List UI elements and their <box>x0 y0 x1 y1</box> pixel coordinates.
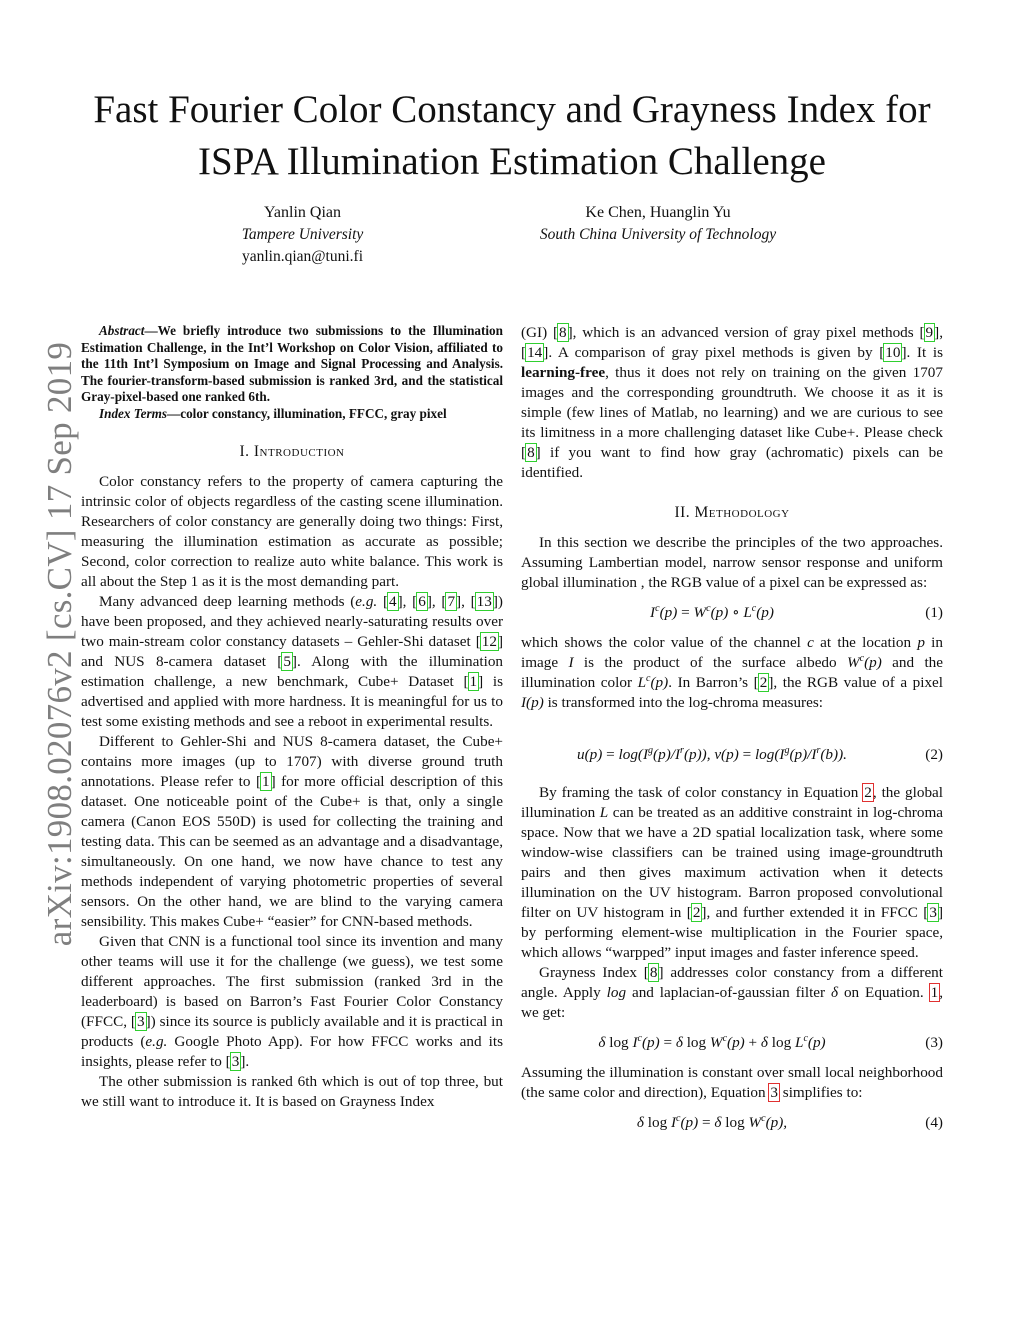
text-run: Many advanced deep learning methods ( <box>99 593 356 610</box>
section-heading-methodology: II. Methodology <box>674 504 790 521</box>
text-run: in image <box>521 634 943 671</box>
text-run: . <box>245 1053 250 1070</box>
text-run: on Equation. <box>838 984 930 1001</box>
text-run: . Along with the illumination estimation challenge, a new benchmark, Cube+ Dataset <box>81 653 504 690</box>
equation-body: $I^c(p) = W^c(p)$ ∘ $L^c(p)$ <box>650 602 774 621</box>
equation-number: (4) <box>925 1114 943 1131</box>
paper-title: Fast Fourier Color Constancy and Grayness Index for ISPA Illumination Estimation Challenge <box>93 88 931 183</box>
citation-link[interactable]: 4 <box>389 593 397 610</box>
citation-link[interactable]: 8 <box>559 324 567 341</box>
author-block-1 <box>200 202 405 268</box>
author-name: Yanlin Qian <box>263 204 342 221</box>
citation-link[interactable]: 14 <box>527 344 543 361</box>
text-run: by performing element-wise multiplication in the Fourier space, which allows “warpped” input images and faster inference speed. <box>521 924 943 961</box>
author-affiliation: Tampere University <box>241 226 364 243</box>
author-block-2 <box>500 202 816 246</box>
citation-link[interactable]: 2 <box>759 674 768 691</box>
text-run: Grayness Index <box>539 964 644 981</box>
equation-number: (1) <box>925 604 943 621</box>
body-paragraph <box>521 1063 943 1103</box>
citation-link[interactable]: 1 <box>262 773 270 790</box>
text-run: and NUS 8-camera dataset <box>81 653 278 670</box>
abstract-lead: Abstract <box>99 323 145 338</box>
text-run: ) since its source is publicly available and it is practical in products ( <box>81 1013 503 1050</box>
text-run: is advertised and applied with more hardness. It is meaningful for us to test some existing methods and see a reboot in experimental results. <box>81 673 503 730</box>
text-run: , we get: <box>521 984 943 1021</box>
text-run: can be treated as an additive constraint in log-chroma space. Now that we have a 2D spatial localization task, where some window-wise classifiers can be trained using image-groundtruth pairs and then gives maximum activation when it detects illumination on the UV histogram. Barron proposed convolutional filter on UV histogram in <box>521 804 944 921</box>
equation-link[interactable]: 1 <box>930 984 939 1001</box>
index-terms-lead: Index Terms <box>99 405 168 421</box>
citation-link[interactable]: 3 <box>136 1013 145 1030</box>
intro-paragraph: Color constancy refers to the property of camera capturing the intrinsic color of objects regardless of the casting scene illumination. Researchers of color constancy are generally doing two things: First, measuring the illumination estimation as accurate as possible; Second, color correction to realize auto white balance. This work is all about the Step 1 as it is the most demanding part. <box>81 473 503 590</box>
citation-link[interactable]: 13 <box>476 593 492 610</box>
left-column <box>81 323 503 1112</box>
intro-paragraph: Many advanced deep learning methods (e.g. [4], [6], [7], [13]) have been proposed, and they achieved nearly-saturating results over two main-stream color constancy datasets – Gehler-Shi dataset [12] and NUS 8-camera dataset [5]. Along with the illumination estimation challenge, a new benchmark, Cube+ Dataset [1] is advertised and applied with more hardness. It is meaningful for us to test some existing methods and see a reboot in experimental results. <box>81 593 504 730</box>
text-run: , which is an advanced version of gray pixel methods <box>572 324 920 341</box>
text-run: Assuming the illumination is constant over small local neighborhood (the same color and direction), Equation <box>521 1064 943 1101</box>
citation-link[interactable]: 7 <box>447 593 456 610</box>
author-affiliation: South China University of Technology <box>539 226 777 243</box>
text-run: learning-free <box>521 364 606 381</box>
text-run: . It is <box>906 344 943 361</box>
author-name: Ke Chen, Huanglin Yu <box>585 204 731 221</box>
index-terms-text: —color constancy, illumination, FFCC, gray pixel <box>167 405 447 421</box>
citation-link[interactable]: 3 <box>231 1053 240 1070</box>
citation-link[interactable]: 8 <box>649 964 658 981</box>
equation-number: (2) <box>925 746 943 763</box>
equation-1 <box>521 593 943 633</box>
equation-number: (3) <box>925 1034 943 1051</box>
equation-3 <box>521 1023 943 1063</box>
equation-link[interactable]: 2 <box>864 784 872 801</box>
text-run: simplifies to: <box>779 1084 863 1101</box>
text-run: if you want to find how gray (achromatic) pixels can be identified. <box>521 444 943 481</box>
text-run: . A comparison of gray pixel methods is given by <box>548 344 880 361</box>
text-run: log <box>606 984 627 1001</box>
text-run: (GI) <box>521 324 553 341</box>
index-terms <box>81 406 503 423</box>
text-run: is the product of the surface albedo <box>573 654 847 671</box>
text-run: addresses color constancy from a different angle. Apply <box>521 964 943 1001</box>
text-run: Given that CNN is a functional tool since its invention and many other teams will use it for the challenge (we guess), we test some different approaches. The first submission (ranked 3rd in the leaderboard) is based on Barron’s Fast Fourier Color Constancy (FFCC, <box>81 933 503 1030</box>
citation-link[interactable]: 2 <box>692 904 701 921</box>
equation-body: $u(p) = \log(I^g(p)/I^r(p))$, $v(p) = \log(I^g(p)/I^r(b))$. <box>577 744 847 763</box>
body-paragraph: In this section we describe the principles of the two approaches. Assuming Lambertian model, narrow sensor response and uniform global illumination , the RGB value of a pixel can be expressed as: <box>521 534 943 591</box>
text-run: which shows the color value of the channel <box>521 634 808 651</box>
text-run: , the RGB value of a pixel <box>773 674 944 691</box>
text-run: , and further extended it in FFCC <box>706 904 924 921</box>
text-run: and laplacian-of-gaussian filter <box>626 984 831 1001</box>
citation-link[interactable]: 1 <box>469 673 478 690</box>
equation-4 <box>521 1103 943 1143</box>
text-run: By framing the task of color constancy in Equation <box>539 784 864 801</box>
text-run: . In Barron’s <box>668 674 754 691</box>
abstract-text: —We briefly introduce two submissions to the Illumination Estimation Challenge, in the Int’l Workshop on Color Vision, affiliated to the 11th Int’l Symposium on Image and Signal Processing and Analysis. The fourier-transform-based submission is ranked 3rd, and the statistical Gray-pixel-based one ranked 6th. <box>81 323 503 404</box>
equation-link[interactable]: 3 <box>770 1084 778 1101</box>
citation-link[interactable]: 12 <box>481 633 497 650</box>
text-run: is transformed into the log-chroma measures: <box>543 694 823 711</box>
intro-paragraph: Given that CNN is a functional tool since its invention and many other teams will use it for the challenge (we guess), we test some different approaches. The first submission (ranked 3rd in the leaderboard) is based on Barron’s Fast Fourier Color Constancy (FFCC, [3]) since its source is publicly available and it is practical in products (e.g. Google Photo App). For how FFCC works and its insights, please refer to [3]. <box>81 933 503 1070</box>
citation-link[interactable]: 10 <box>885 344 901 361</box>
equation-body: δ $\log I^c(p) = \delta$ $\log W^c(p) + \delta$ $\log L^c(p)$ <box>598 1032 826 1051</box>
text-run: , thus it does not rely on training on the given 1707 images and the corresponding groundtruth. We choose it as it is simple (few lines of Matlab, no learning) and we are curious to see its limitness in a more challenging dataset like Cube+. Please check <box>521 364 943 441</box>
abstract <box>81 323 503 406</box>
body-paragraph: which shows the color value of the channel c at the location p in image I is the product of the surface albedo $W^c(p)$ and the illumination color $L^c(p)$. In Barron’s [2], the RGB value of a pixel I(p) is transformed into the log-chroma measures: <box>521 634 944 711</box>
body-paragraph: (GI) [8], which is an advanced version of gray pixel methods [9], [14]. A comparison of gray pixel methods is given by [10]. It is learning-free, thus it does not rely on training on the given 1707 images and the corresponding groundtruth. We choose it as it is simple (few lines of Matlab, no learning) and we are curious to see its limitness in a more challenging dataset like Cube+. Please check [8] if you want to find how gray (achromatic) pixels can be identified. <box>521 324 943 481</box>
body-paragraph: By framing the task of color constancy in Equation 2, the global illumination L can be treated as an additive constraint in log-chroma space. Now that we have a 2D spatial localization task, where some window-wise classifiers can be trained using image-groundtruth pairs and then gives maximum activation when it detects illumination on the UV histogram. Barron proposed convolutional filter on UV histogram in [2], and further extended it in FFCC [3] by performing element-wise multiplication in the Fourier space, which allows “warpped” input images and faster inference speed. <box>521 784 944 961</box>
citation-link[interactable]: 9 <box>925 324 934 341</box>
text-run: , the global illumination <box>521 784 943 821</box>
text-run: at the location <box>813 634 918 651</box>
equation-2 <box>521 713 943 783</box>
text-run: ) have been proposed, and they achieved nearly-saturating results over two main-stream color constancy datasets – Gehler-Shi dataset <box>81 593 503 650</box>
citation-link[interactable]: 8 <box>527 444 535 461</box>
citation-link[interactable]: 5 <box>283 653 291 670</box>
text-run: Google Photo App). For how FFCC works and its insights, please refer to <box>81 1033 503 1070</box>
citation-link[interactable]: 6 <box>418 593 426 610</box>
citation-link[interactable]: 3 <box>929 904 937 921</box>
text-run: Different to Gehler-Shi and NUS 8-camera dataset, the Cube+ contains more images (up to 1707) with diverse ground truth annotations. Please refer to <box>81 733 503 790</box>
right-column <box>521 323 943 1143</box>
intro-paragraph: The other submission is ranked 6th which is out of top three, but we still want to introduce it. It is based on Grayness Index <box>81 1073 503 1110</box>
body-paragraph: Grayness Index [8] addresses color constancy from a different angle. Apply log and laplacian-of-gaussian filter δ on Equation. 1, we get: <box>521 964 943 1021</box>
intro-paragraph: Different to Gehler-Shi and NUS 8-camera dataset, the Cube+ contains more images (up to 1707) with diverse ground truth annotations. Please refer to [1] for more official description of this dataset. One noticeable point of the Cube+ is that, only a single camera (Canon EOS 550D) is used for collecting the training and testing data. This can be seemed as an advantage and a disadvantage, simultaneously. On one hand, we now have chance to test any methods independent of varying photometric properties of several sensors. On the other hand, we are blind to the varying camera sensibility. This makes Cube+ “easier” for CNN-based methods. <box>81 733 503 930</box>
text-run: e.g. <box>355 593 378 610</box>
text-run: e.g. <box>145 1033 168 1050</box>
arxiv-stamp-text: arXiv:1908.02076v2 [cs.CV] 17 Sep 2019 <box>40 341 79 947</box>
section-heading-introduction: I. Introduction <box>239 443 345 460</box>
author-email[interactable]: yanlin.qian@tuni.fi <box>241 248 364 265</box>
equation-body: δ $\log I^c(p) = \delta$ $\log W^c(p)$, <box>636 1112 788 1131</box>
text-run: for more official description of this dataset. One noticeable point of the Cube+ is that, only a single camera (Canon EOS 550D) is used for collecting the training and testing data. This can be seemed as an advantage and a disadvantage, simultaneously. On one hand, we now have chance to test any methods independent of varying photometric properties of several sensors. On the other hand, we are blind to the varying camera sensibility. This makes Cube+ “easier” for CNN-based methods. <box>81 773 503 930</box>
text-run: and the illumination color <box>521 654 944 691</box>
text-run: , <box>939 324 943 341</box>
